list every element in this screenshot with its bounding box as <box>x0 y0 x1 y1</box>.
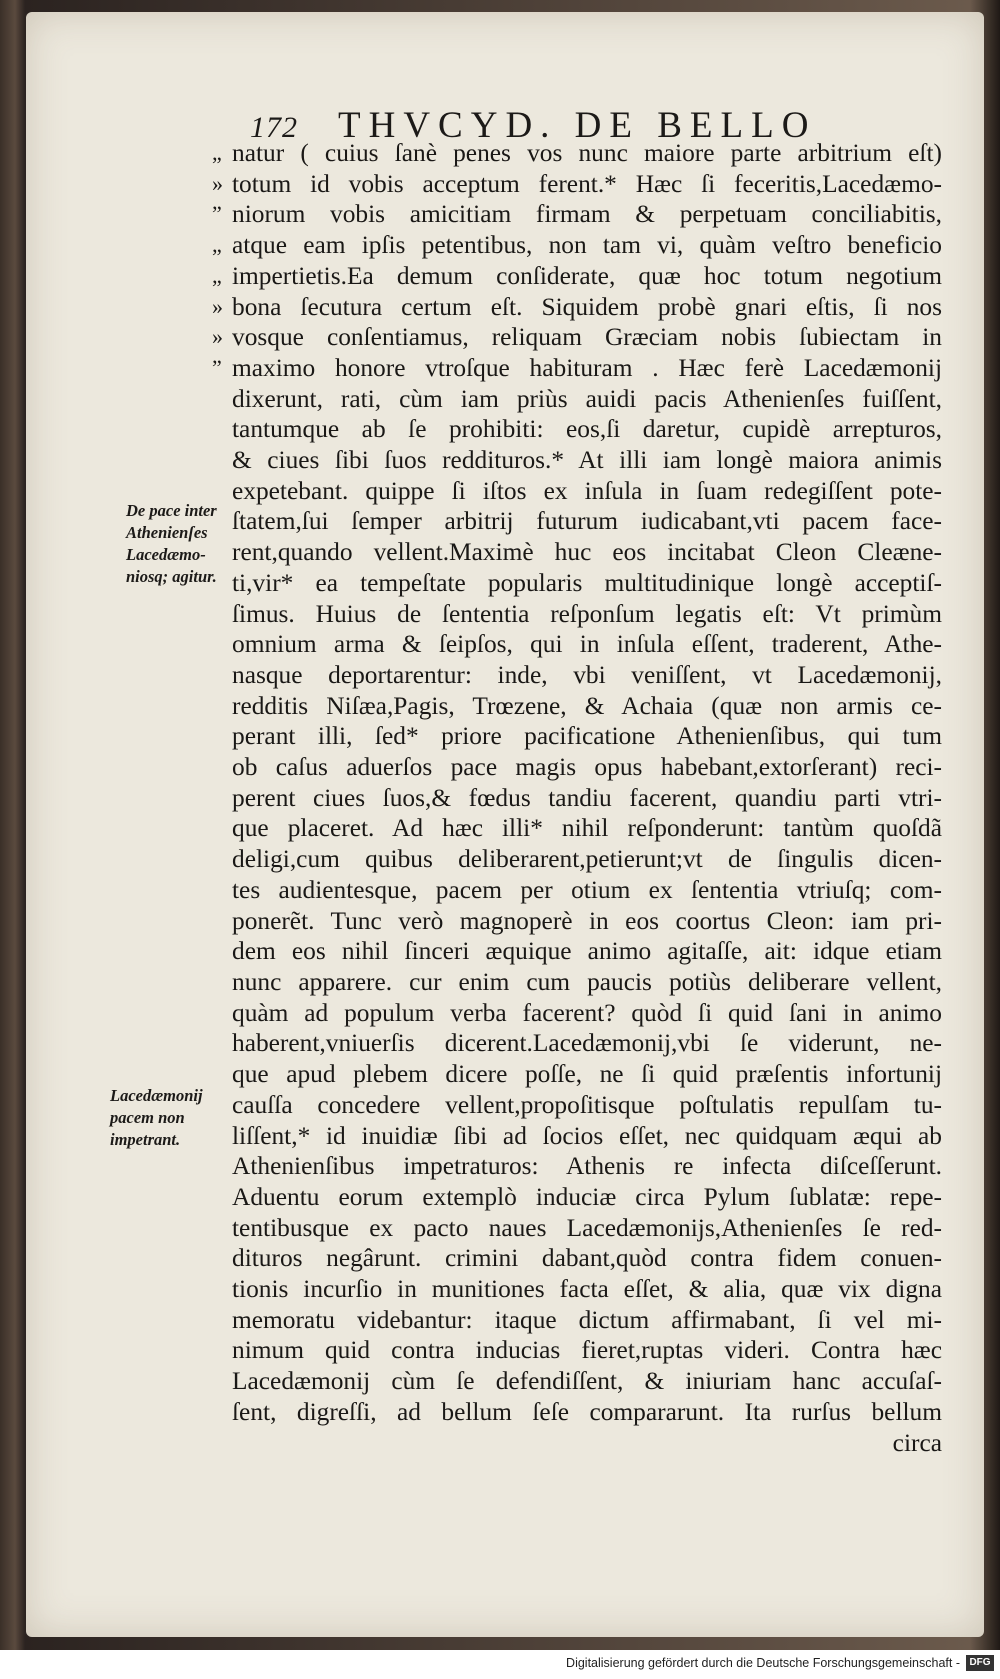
line-text: omnium arma & ſeipſos, qui in inſula eſſent, traderent, Athe- <box>232 630 942 659</box>
line-text: Lacedæmonij cùm ſe defendiſſent, & iniuriam hanc accuſaſ- <box>232 1367 942 1396</box>
text-line <box>212 1151 942 1182</box>
line-text: nimum quid contra inducias fieret,ruptas videri. Contra hæc <box>232 1336 942 1365</box>
text-line <box>212 813 942 844</box>
quotation-mark <box>212 1213 232 1244</box>
text-line <box>212 445 942 476</box>
text-line <box>212 1090 942 1121</box>
margin-note-line: Lacedæmonij <box>110 1086 203 1105</box>
quotation-mark <box>212 1121 232 1152</box>
text-line <box>212 1397 942 1428</box>
margin-note-line: Lacedæmo- <box>126 545 206 564</box>
margin-note-line: De pace inter <box>126 501 217 520</box>
quotation-mark <box>212 783 232 814</box>
line-text: ponerẽt. Tunc verò magnoperè in eos coortus Cleon: iam pri- <box>232 906 942 935</box>
text-line <box>212 875 942 906</box>
text-line <box>212 629 942 660</box>
line-text: deligi,cum quibus deliberarent,petierunt;vt de ſingulis dicen- <box>232 845 942 874</box>
quotation-mark <box>212 1305 232 1336</box>
quotation-mark: „ <box>212 262 222 288</box>
text-line <box>212 1366 942 1397</box>
quotation-mark <box>212 721 232 752</box>
text-line <box>212 783 942 814</box>
text-line <box>212 261 942 292</box>
line-text: Athenienſibus impetraturos: Athenis re infecta diſceſſerunt. <box>232 1152 942 1181</box>
text-line <box>212 1182 942 1213</box>
quotation-mark: „ <box>212 140 222 165</box>
quotation-mark <box>212 1366 232 1397</box>
catchword: circa <box>892 1428 942 1457</box>
line-text: & ciues ſibi ſuos reddituros.* At illi iam longè maiora animis <box>232 446 942 475</box>
text-line <box>212 1213 942 1244</box>
line-text: cauſſa concedere vellent,propoſitisque poſtulatis repulſam tu- <box>232 1090 942 1119</box>
text-line <box>212 844 942 875</box>
line-text: quàm ad populum verba facerent? quòd ſi quid ſani in animo <box>232 998 942 1027</box>
text-line <box>212 353 942 384</box>
quotation-mark: ” <box>212 201 222 227</box>
quotation-mark <box>212 599 232 630</box>
line-text: atque eam ipſis petentibus, non tam vi, quàm veſtro beneficio <box>232 231 942 260</box>
quotation-mark <box>212 844 232 875</box>
line-text: Aduentu eorum extemplò induciæ circa Pylum ſublatæ: repe- <box>232 1182 942 1211</box>
line-text: ſtatem,ſui ſemper arbitrij futurum iudicabant,vti pacem face- <box>232 507 942 536</box>
dfg-logo: DFG <box>966 1655 994 1671</box>
line-text: impertietis.Ea demum conſiderate, quæ hoc totum negotium <box>232 261 942 290</box>
line-text: haberent,vniuerſis dicerent.Lacedæmonij,vbi ſe viderunt, ne- <box>232 1029 942 1058</box>
text-line <box>212 599 942 630</box>
quotation-mark: » <box>212 324 223 350</box>
line-text: dixerunt, rati, cùm iam priùs auidi pacis Athenienſes fuiſſent, <box>232 384 942 413</box>
line-text: expetebant. quippe ſi iſtos ex inſula in ſuam redegiſſent pote- <box>232 476 942 505</box>
line-text: ſimus. Huius de ſententia reſponſum legatis eſt: Vt primùm <box>232 599 942 628</box>
line-text: maximo honore vtroſque habituram . Hæc ferè Lacedæmonij <box>232 353 942 382</box>
text-line <box>212 1274 942 1305</box>
quotation-mark: » <box>212 293 223 319</box>
quotation-mark <box>212 813 232 844</box>
line-text: ſent, digreſſi, ad bellum ſeſe compararunt. Ita rurſus bellum <box>232 1397 942 1426</box>
text-line <box>212 414 942 445</box>
quotation-mark <box>212 506 232 537</box>
line-text: memoratu videbantur: itaque dictum affirmabant, ſi vel mi- <box>232 1305 942 1334</box>
line-text: dituros negârunt. crimini dabant,quòd contra fidem conuen- <box>232 1244 942 1273</box>
line-text: bona ſecutura certum eſt. Siquidem probè gnari eſtis, ſi nos <box>232 292 942 321</box>
line-text: perant illi, ſed* priore pacificatione Athenienſibus, qui tum <box>232 722 942 751</box>
line-text: que apud plebem dicere poſſe, ne ſi quid præſentis infortunij <box>232 1060 942 1089</box>
line-text: que placeret. Ad hæc illi* nihil reſponderunt: tantùm quoſdã <box>232 814 942 843</box>
running-title: THVCYD. DE BELLO <box>338 105 817 146</box>
quotation-mark <box>212 629 232 660</box>
line-text: tentibusque ex pacto naues Lacedæmonijs,Athenienſes ſe red- <box>232 1213 942 1242</box>
text-line <box>212 169 942 200</box>
line-text: totum id vobis acceptum ferent.* Hæc ſi feceritis,Lacedæmo- <box>232 169 942 198</box>
quotation-mark <box>212 660 232 691</box>
quotation-mark <box>212 476 232 507</box>
text-line <box>212 936 942 967</box>
line-text: nasque deportarentur: inde, vbi veniſſent, vt Lacedæmonij, <box>232 660 942 689</box>
margin-note-line: niosq; agitur. <box>126 567 217 586</box>
margin-note-line: impetrant. <box>110 1130 181 1149</box>
text-line <box>212 1243 942 1274</box>
body-text <box>212 138 942 1458</box>
line-text: tionis incurſio in munitiones facta eſſet, & alia, quæ vix digna <box>232 1275 942 1304</box>
text-line <box>212 1335 942 1366</box>
line-text: rent,quando vellent.Maximè huc eos incitabat Cleon Cleæne- <box>232 538 942 567</box>
quotation-mark <box>212 1397 232 1428</box>
quotation-mark <box>212 1090 232 1121</box>
text-line <box>212 660 942 691</box>
quotation-mark <box>212 1059 232 1090</box>
quotation-mark <box>212 691 232 722</box>
text-line <box>212 1121 942 1152</box>
text-line <box>212 322 942 353</box>
quotation-mark <box>212 1182 232 1213</box>
text-line <box>212 230 942 261</box>
line-text: dem eos nihil ſinceri æquique animo agitaſſe, ait: idque etiam <box>232 937 942 966</box>
margin-note-line: Athenienſes <box>126 523 208 542</box>
quotation-mark <box>212 752 232 783</box>
line-text: niorum vobis amicitiam firmam & perpetuam conciliabitis, <box>232 200 942 229</box>
text-line <box>212 199 942 230</box>
quotation-mark: „ <box>212 232 222 258</box>
text-line <box>212 1028 942 1059</box>
quotation-mark <box>212 1151 232 1182</box>
text-line <box>212 752 942 783</box>
quotation-mark <box>212 384 232 415</box>
text-line <box>212 691 942 722</box>
quotation-mark <box>212 936 232 967</box>
quotation-mark: ” <box>212 354 222 380</box>
line-text: ob caſus aduerſos pace magis opus habebant,extorſerant) reci- <box>232 753 942 782</box>
footer-bar <box>0 1650 1000 1679</box>
quotation-mark <box>212 1243 232 1274</box>
text-line <box>212 967 942 998</box>
funding-credit: Digitalisierung gefördert durch die Deutsche Forschungsgemeinschaft - <box>566 1656 960 1670</box>
quotation-mark <box>212 998 232 1029</box>
text-line <box>212 476 942 507</box>
quotation-mark <box>212 568 232 599</box>
quotation-mark <box>212 906 232 937</box>
text-line <box>212 537 942 568</box>
catchword-line <box>212 1428 942 1459</box>
quotation-mark <box>212 1028 232 1059</box>
margin-note-line: pacem non <box>110 1108 185 1127</box>
text-line <box>212 292 942 323</box>
quotation-mark <box>212 967 232 998</box>
text-line <box>212 138 942 169</box>
quotation-mark <box>212 414 232 445</box>
line-text: redditis Niſæa,Pagis, Trœzene, & Achaia (quæ non armis ce- <box>232 691 942 720</box>
line-text: tantumque ab ſe prohibiti: eos,ſi daretur, cupidè arrepturos, <box>232 415 942 444</box>
line-text: tes audientesque, pacem per otium ex ſententia vtriuſq; com- <box>232 875 942 904</box>
text-line <box>212 721 942 752</box>
text-line <box>212 384 942 415</box>
line-text: perent ciues ſuos,& fœdus tandiu facerent, quandiu parti vtri- <box>232 783 942 812</box>
quotation-mark <box>212 875 232 906</box>
quotation-mark <box>212 537 232 568</box>
line-text: ti,vir* ea tempeſtate popularis multitudinique longè acceptiſ- <box>232 568 942 597</box>
line-text: vosque conſentiamus, reliquam Græciam nobis ſubiectam in <box>232 323 942 352</box>
text-line <box>212 568 942 599</box>
quotation-mark <box>212 1335 232 1366</box>
quotation-mark: » <box>212 170 223 196</box>
text-line <box>212 1305 942 1336</box>
text-line <box>212 906 942 937</box>
line-text: liſſent,* id inuidiæ ſibi ad ſocios eſſet, nec quidquam æqui ab <box>232 1121 942 1150</box>
text-line <box>212 1059 942 1090</box>
text-line <box>212 998 942 1029</box>
quotation-mark <box>212 1274 232 1305</box>
line-text: natur ( cuius ſanè penes vos nunc maiore parte arbitrium eſt) <box>232 139 942 167</box>
quotation-mark <box>212 445 232 476</box>
line-text: nunc apparere. cur enim cum paucis potiùs deliberare vellent, <box>232 967 942 996</box>
text-line <box>212 506 942 537</box>
page-number: 172 <box>250 111 298 144</box>
